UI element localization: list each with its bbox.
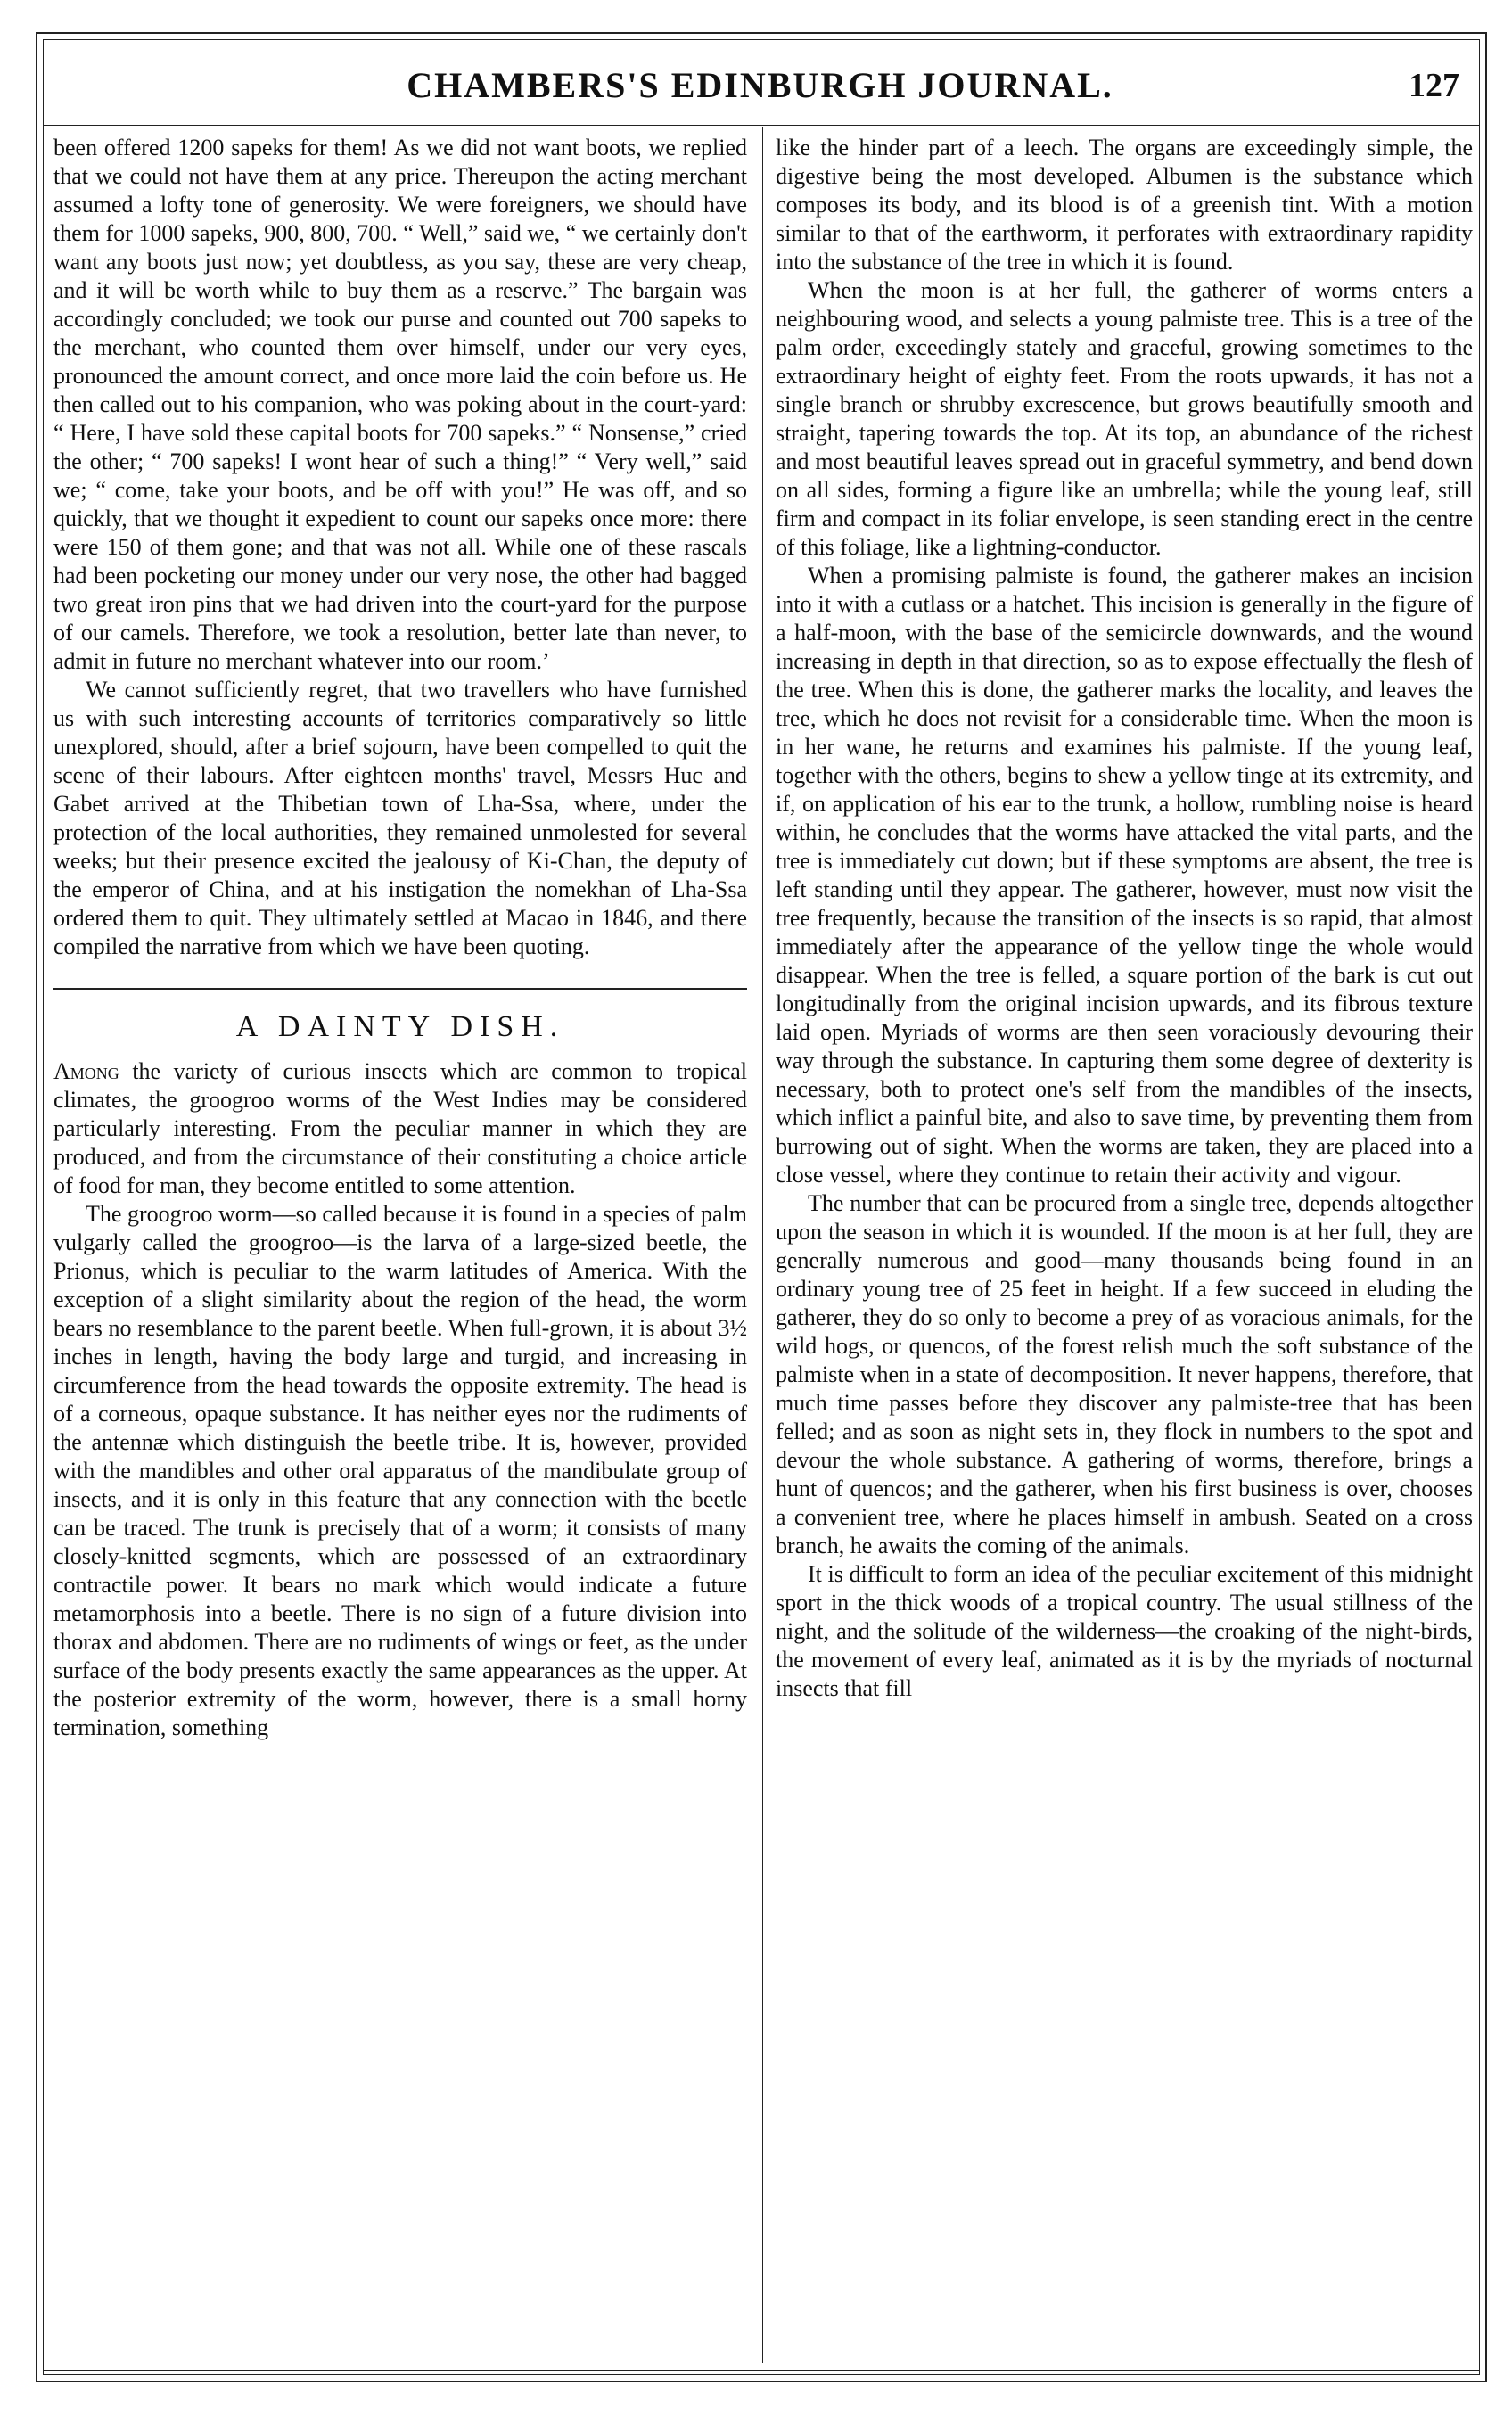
page-header xyxy=(53,53,1467,125)
left-column xyxy=(53,134,747,1742)
section-intro-text: the variety of curious insects which are common to tropical climates, the groogroo worms of the West Indies may be considered particularly interesting. From the peculiar manner in which they are produced, and from the circumstance of their constituting a choice article of food for man, they become entitled to some attention. xyxy=(53,1058,748,1198)
section-intro-paragraph xyxy=(53,1057,747,1200)
column-divider xyxy=(762,127,763,2363)
right-column xyxy=(776,134,1473,1703)
paragraph: It is difficult to form an idea of the peculiar excitement of this midnight sport in the thick woods of a tropical country. The usual stillness of the night, and the solitude of the wilderness—the croaking of the night-birds, the movement of every leaf, animated as it is by the myriads of nocturnal insects that fill xyxy=(776,1561,1473,1701)
page-number: 127 xyxy=(1409,67,1459,104)
paragraph: When a promising palmiste is found, the gatherer makes an incision into it with a cutlass or a hatchet. This incision is generally in the figure of a half-moon, with the base of the semicircle downwards, and the wound increasing in depth in that direction, so as to expose effectually the flesh of the tree. When this is done, the gatherer marks the locality, and leaves the tree, which he does not revisit for a considerable time. When the moon is in her wane, he returns and examines his palmiste. If the young leaf, together with the others, begins to shew a yellow tinge at its extremity, and if, on application of his ear to the trunk, a hollow, rumbling noise is heard within, he concludes that the worms have attacked the vital parts, and the tree is immediately cut down; but if these symptoms are absent, the tree is left standing until they appear. The gatherer, however, must now visit the tree frequently, because the transition of the insects is so rapid, that almost immediately after the appearance of the yellow tinge the whole would disappear. When the tree is felled, a square portion of the bark is cut out longitudinally from the original incision upwards, and its fibrous texture laid open. Myriads of worms are then seen voraciously devouring their way through the substance. In capturing them some degree of dexterity is necessary, both to protect one's self from the mandibles of the insects, which inflict a painful bite, and also to save time, by preventing them from burrowing out of sight. When the worms are taken, they are placed into a close vessel, where they continue to retain their activity and vigour. xyxy=(776,563,1473,1188)
section-first-word: Among xyxy=(53,1058,119,1084)
paragraph: We cannot sufficiently regret, that two travellers who have furnished us with such interesting accounts of territories comparatively so little unexplored, should, after a brief sojourn, have been compelled to quit the scene of their labours. After eighteen months' travel, Messrs Huc and Gabet arrived at the Thibetian town of Lha-Ssa, where, under the protection of the local authorities, they remained unmolested for several weeks; but their presence excited the jealousy of Ki-Chan, the deputy of the emperor of China, and at his instigation the nomekhan of Lha-Ssa ordered them to quit. They ultimately settled at Macao in 1846, and there compiled the narrative from which we have been quoting. xyxy=(53,677,747,959)
paragraph: When the moon is at her full, the gatherer of worms enters a neighbouring wood, and selects a young palmiste tree. This is a tree of the palm order, exceedingly stately and graceful, growing sometimes to the extraordinary height of eighty feet. From the roots upwards, it has not a single branch or shrubby excrescence, but grows beautifully smooth and straight, tapering towards the top. At its top, an abundance of the richest and most beautiful leaves spread out in graceful symmetry, and bend down on all sides, forming a figure like an umbrella; while the young leaf, still firm and compact in its foliar envelope, is seen standing erect in the centre of this foliage, like a lightning-conductor. xyxy=(776,277,1473,560)
paragraph: been offered 1200 sapeks for them! As we did not want boots, we replied that we could not have them at any price. Thereupon the acting merchant assumed a lofty tone of generosity. We were foreigners, we should have them for 1000 sapeks, 900, 800, 700. “ Well,” said we, “ we certainly don't want any boots just now; yet doubtless, as you say, these are very cheap, and it will be worth while to buy them as a reserve.” The bargain was accordingly concluded; we took our purse and counted out 700 sapeks to the merchant, who counted them over himself, under our very eyes, pronounced the amount correct, and once more laid the coin before us. He then called out to his companion, who was poking about in the court-yard: “ Here, I have sold these capital boots for 700 sapeks.” “ Nonsense,” cried the other; “ 700 sapeks! I wont hear of such a thing!” “ Very well,” said we; “ come, take your boots, and be off with you!” He was off, and so quickly, that we thought it expedient to count our sapeks once more: there were 150 of them gone; and that was not all. While one of these rascals had been pocketing our money under our very nose, the other had bagged two great iron pins that we had driven into the court-yard for the purpose of our camels. Therefore, we took a resolution, better late than never, to admit in future no merchant whatever into our room.’ xyxy=(53,135,747,674)
header-rule xyxy=(43,125,1480,127)
journal-title: CHAMBERS'S EDINBURGH JOURNAL. xyxy=(407,65,1113,105)
footer-rule xyxy=(43,2370,1480,2372)
paragraph: The number that can be procured from a single tree, depends altogether upon the season in which it is wounded. If the moon is at her full, they are generally numerous and good—many thousands being found in an ordinary young tree of 25 feet in height. If a few succeed in eluding the gatherer, they do so only to become a prey of as voracious animals, for the wild hogs, or quencos, of the forest relish much the soft substance of the palmiste when in a state of decomposition. It never happens, therefore, that much time passes before they discover any palmiste-tree that has been felled; and as soon as night sets in, they flock in numbers to the spot and devour the whole substance. A gathering of worms, therefore, brings a hunt of quencos; and the gatherer, when his first business is over, chooses a convenient tree, where he places himself in ambush. Seated on a cross branch, he awaits the coming of the animals. xyxy=(776,1190,1473,1558)
section-title: A DAINTY DISH. xyxy=(235,1010,565,1043)
paragraph: like the hinder part of a leech. The organs are exceedingly simple, the digestive being the most developed. Albumen is the substance which composes its body, and its blood is of a greenish tint. With a motion similar to that of the earthworm, it perforates with extraordinary rapidity into the substance of the tree in which it is found. xyxy=(776,135,1473,275)
paragraph: The groogroo worm—so called because it is found in a species of palm vulgarly called the groogroo—is the larva of a large-sized beetle, the Prionus, which is peculiar to the warm latitudes of America. With the exception of a slight similarity about the region of the head, the worm bears no resemblance to the parent beetle. When full-grown, it is about 3½ inches in length, having the body large and turgid, and increasing in circumference from the head towards the opposite extremity. The head is of a corneous, opaque substance. It has neither eyes nor the rudiments of the antennæ which distinguish the beetle tribe. It is, however, provided with the mandibles and other oral apparatus of the mandibulate group of insects, and it is only in this feature that any connection with the beetle can be traced. The trunk is precisely that of a worm; it consists of many closely-knitted segments, which are possessed of an extraordinary contractile power. It bears no mark which would indicate a future metamorphosis into a beetle. There is no sign of a future division into thorax and abdomen. There are no rudiments of wings or feet, as the under surface of the body presents exactly the same appearances as the upper. At the posterior extremity of the worm, however, there is a small horny termination, something xyxy=(53,1201,747,1740)
section-divider xyxy=(53,988,747,990)
